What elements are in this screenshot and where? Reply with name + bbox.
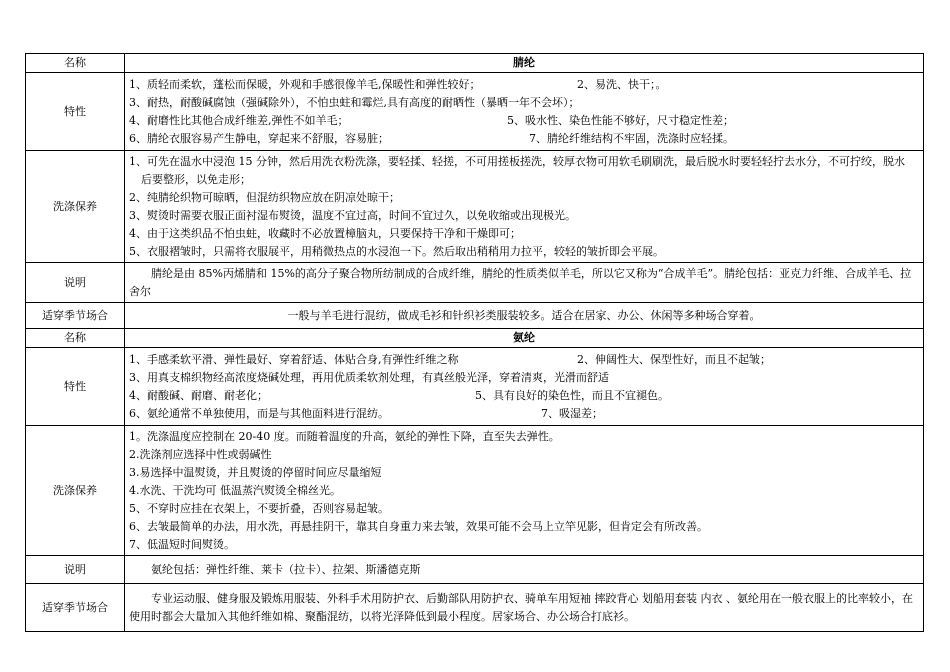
traits-label: 特性 [26, 73, 125, 151]
washing-item: 3、熨烫时需要衣服正面衬湿布熨烫，温度不宜过高，时间不宜过久，以免收缩或出现极光。 [129, 208, 576, 222]
note-text: 氨纶包括：弹性纤维、莱卡（拉卡）、拉架、斯潘德克斯 [125, 556, 924, 584]
washing-item: 3.易选择中温熨烫，并且熨烫的停留时间应尽量缩短 [129, 465, 382, 479]
spandex-header-row [26, 329, 924, 348]
washing-item: 1、可先在温水中浸泡 15 分钟，然后用洗衣粉洗涤，要轻揉、轻搓，不可用搓板搓洗，较厚衣物可用软毛刷刷洗，最后脱水时要轻轻拧去水分，不可拧绞，脱水 [129, 154, 905, 168]
washing-item: 6、去皱最简单的办法，用水洗，再悬挂阴干，靠其自身重力来去皱，效果可能不会马上立竿见影，但肯定会有所改善。 [129, 519, 708, 533]
acrylic-occasion-row [26, 303, 924, 329]
note-label: 说明 [26, 263, 125, 303]
washing-content [125, 426, 924, 556]
traits-content [125, 73, 924, 151]
acrylic-traits-row [26, 73, 924, 151]
washing-item: 2.洗涤剂应选择中性或弱碱性 [129, 447, 272, 461]
trait-item: 3、用真支棉织物经高浓度烧碱处理，再用优质柔软剂处理，有真丝般光泽，穿着清爽，光滑而舒适 [129, 370, 609, 384]
washing-item: 5、不穿时应挂在衣架上，不要折叠，否则容易起皱。 [129, 501, 389, 515]
spandex-traits-row [26, 348, 924, 426]
traits-content [125, 348, 924, 426]
acrylic-header-row [26, 54, 924, 73]
trait-item: 6、氨纶通常不单独使用，而是与其他面料进行混纺。 [129, 406, 389, 420]
occasion-text: 专业运动服、健身服及锻炼用服装、外科手术用防护衣、后勤部队用防护衣、骑单车用短袖 摔跤背心 划船用套装 内衣 、氨纶用在一般衣服上的比率较小，在使用时都会大量加入其他纤维如棉、聚酯混纺，以将光泽降低到最小程度。居家场合、办公场合打底衫。 [125, 584, 924, 632]
washing-content [125, 151, 924, 263]
trait-item: 5、具有良好的染色性，而且不宜褪色。 [475, 388, 669, 402]
fabric-care-document [25, 53, 924, 632]
fabric-name: 氨纶 [125, 329, 924, 348]
occasion-label: 适穿季节场合 [26, 584, 125, 632]
trait-item: 7、腈纶纤维结构不牢固，洗涤时应轻揉。 [529, 131, 734, 145]
trait-item: 3、耐热，耐酸碱腐蚀（强碱除外），不怕虫蛀和霉烂,具有高度的耐晒性（暴晒一年不会坏）； [129, 95, 580, 109]
trait-item: 1、质轻而柔软，蓬松而保暖，外观和手感很像羊毛,保暖性和弹性较好； [129, 77, 481, 91]
acrylic-washing-row [26, 151, 924, 263]
fabric-name: 腈纶 [125, 54, 924, 73]
name-label: 名称 [26, 329, 125, 348]
washing-label: 洗涤保养 [26, 151, 125, 263]
washing-item: 4.水洗、干洗均可 低温蒸汽熨烫全棉丝光。 [129, 483, 341, 497]
spandex-washing-row [26, 426, 924, 556]
trait-item: 1、手感柔软平滑、弹性最好、穿着舒适、体贴合身,有弹性纤维之称 [129, 352, 459, 366]
washing-item: 5、衣服褶皱时，只需将衣服展平，用稍微热点的水浸泡一下。然后取出稍稍用力拉平，较轻的皱折即会平展。 [129, 244, 664, 258]
name-label: 名称 [26, 54, 125, 73]
occasion-label: 适穿季节场合 [26, 303, 125, 329]
fabric-care-table [25, 53, 924, 632]
occasion-text: 一般与羊毛进行混纺，做成毛衫和针织衫类服装较多。适合在居家、办公、休闲等多种场合穿着。 [125, 303, 924, 329]
washing-item: 7、低温短时间熨烫。 [129, 537, 235, 551]
washing-item-continued: 后要整形，以免走形； [141, 172, 251, 186]
trait-item: 2、易洗、快干；。 [577, 77, 667, 91]
trait-item: 4、耐酸碱、耐磨、耐老化； [129, 388, 268, 402]
washing-item: 2、纯腈纶织物可晾晒，但混纺织物应放在阴凉处晾干； [129, 190, 400, 204]
washing-label: 洗涤保养 [26, 426, 125, 556]
spandex-occasion-row [26, 584, 924, 632]
traits-label: 特性 [26, 348, 125, 426]
trait-item: 2、伸阔性大、保型性好，而且不起皱； [577, 352, 771, 366]
trait-item: 5、吸水性、染色性能不够好，尺寸稳定性差； [507, 113, 734, 127]
trait-item: 6、腈纶衣服容易产生静电，穿起来不舒服，容易脏； [129, 131, 389, 145]
washing-item: 1。洗涤温度应控制在 20-40 度。而随着温度的升高，氨纶的弹性下降，直至失去弹性。 [129, 429, 560, 443]
acrylic-note-row [26, 263, 924, 303]
trait-item: 7、吸湿差； [541, 406, 603, 420]
trait-item: 4、耐磨性比其他合成纤维差,弹性不如羊毛； [129, 113, 349, 127]
note-label: 说明 [26, 556, 125, 584]
washing-item: 4、由于这类织品不怕虫蛀，收藏时不必放置樟脑丸，只要保持干净和干燥即可； [129, 226, 521, 240]
spandex-note-row [26, 556, 924, 584]
note-text: 腈纶是由 85%丙烯腈和 15%的高分子聚合物所纺制成的合成纤维，腈纶的性质类似羊毛，所以它又称为“合成羊毛”。腈纶包括：亚克力纤维、合成羊毛、拉舍尔 [125, 263, 924, 303]
